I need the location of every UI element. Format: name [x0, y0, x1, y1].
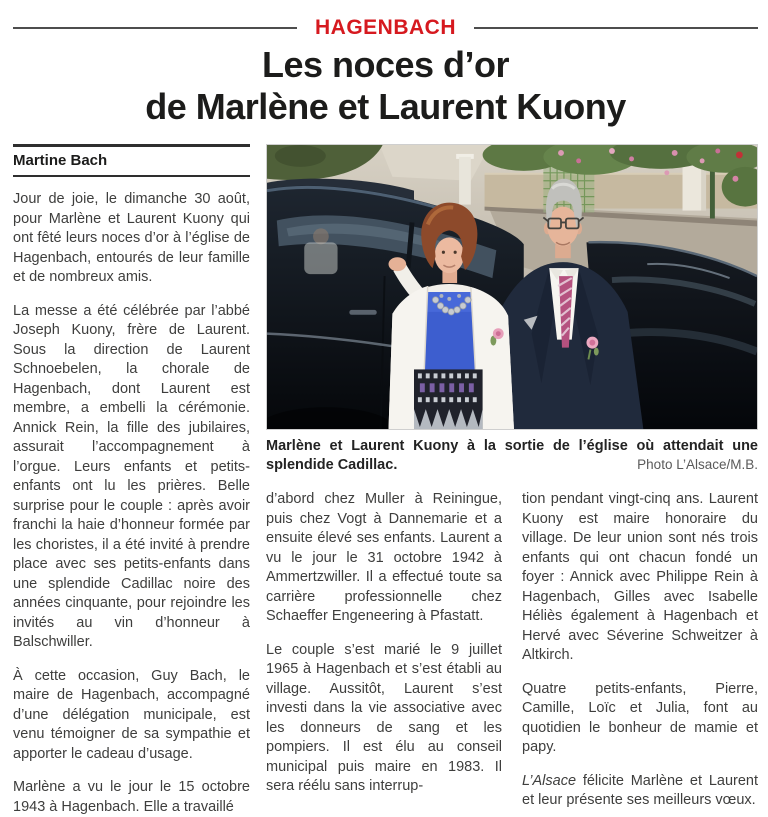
kicker-rule-left: [13, 27, 297, 29]
paragraph: La messe a été célébrée par l’abbé Joseph Kuony, frère de Laurent. Sous la direction de Laurent Schnoebelen, la chorale de Hagenbach, dont Laurent est membre, a embelli la cérémonie. Annick Rein, la fille des jubilaires, assurait l’accompagnement à l’orgue. Leurs enfants et petits-enfants ont lu les prières. Belle surprise pour le couple : après avoir franchi la haie d’honneur formée par les choristes, il a été invité à prendre place avec ses petits-enfants dans une splendide Cadillac noire des années cinquante, pour rejoindre les invités au vin d’honneur à Balschwiller.: [13, 302, 250, 650]
couple-photo-illustration: [267, 145, 757, 429]
kicker-town-label: HAGENBACH: [315, 16, 456, 39]
paragraph: À cette occasion, Guy Bach, le maire de Hagenbach, accompagné d’une délégation municipale, est venu témoigner de sa sympathie et apporter le cadeau d’usage.: [13, 667, 250, 762]
kicker-rule-right: [474, 27, 758, 29]
patterned-skirt: [414, 369, 483, 429]
headline-line-2: de Marlène et Laurent Kuony: [145, 86, 626, 127]
paragraph: Quatre petits-enfants, Pierre, Camille, Loïc et Julia, font au quotidien le bonheur de mamie et papy.: [522, 680, 758, 755]
headline-line-1: Les noces d’or: [261, 44, 510, 85]
article-body: [13, 144, 758, 817]
column-left: [13, 144, 250, 817]
paragraph: Jour de joie, le dimanche 30 août, pour Marlène et Laurent Kuony qui ont fêté leurs noces d’or à l’église de Hagenbach, entourés de leur famille et de nombreux amis.: [13, 191, 250, 285]
photo-caption: [266, 437, 758, 475]
paragraph: Marlène a vu le jour le 15 octobre 1943 à Hagenbach. Elle a travaillé: [13, 779, 250, 815]
closing-text: félicite Marlène et Laurent et leur présente ses meilleurs vœux.: [522, 772, 758, 808]
newspaper-name: L’Alsace: [522, 772, 577, 789]
article-photo: [266, 144, 758, 430]
column-middle: [266, 490, 502, 811]
photo-credit: Photo L’Alsace/M.B.: [629, 455, 758, 474]
closing-paragraph: [522, 772, 758, 811]
kicker-row: [13, 16, 758, 40]
caption-text: Marlène et Laurent Kuony à la sortie de l’église où attendait une splendide Cadillac.: [266, 438, 758, 473]
column-far-right: [522, 490, 758, 811]
byline: Martine Bach: [13, 144, 250, 177]
article-headline: [13, 44, 758, 128]
column-right-area: [266, 144, 758, 811]
paragraph: d’abord chez Muller à Reiningue, puis chez Vogt à Dannemarie et a ensuite élevé ses enfants. Laurent a vu le jour le 31 octobre 1942 à Ammertzwiller. Il a effectué toute sa carrière professionnelle chez Schaeffer Engeneering à Pfastatt.: [266, 491, 502, 624]
paragraph: tion pendant vingt-cinq ans. Laurent Kuony est maire honoraire du village. De leur union sont nés trois enfants qui ont chacun fondé un foyer : Annick avec Philippe Rein à Hagenbach, Gilles avec Isabelle Héliès également à Hagenbach et Hervé avec Séverine Schweitzer à Altkirch.: [522, 491, 758, 663]
lower-columns: [266, 490, 758, 811]
paragraph: Le couple s’est marié le 9 juillet 1965 à Hagenbach et s’est établi au village. Aussitôt, Laurent s’est investi dans la vie associative avec les donneurs de sang et les pompiers. Il est élu au conseil municipal puis maire en 1983. Il sera réélu sans interrup-: [266, 641, 502, 794]
